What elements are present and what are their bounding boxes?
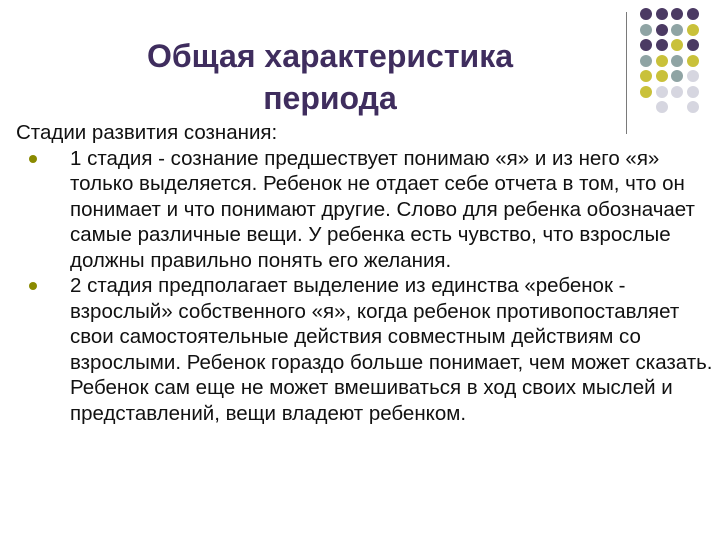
decorative-dot bbox=[656, 55, 668, 67]
bullet-item bbox=[16, 273, 718, 426]
decorative-dot bbox=[687, 86, 699, 98]
slide-body bbox=[16, 120, 718, 426]
slide-title-line-2: периода bbox=[263, 80, 397, 117]
decorative-dot bbox=[656, 70, 668, 82]
decorative-dot bbox=[687, 8, 699, 20]
decorative-dot bbox=[687, 24, 699, 36]
decorative-dot bbox=[656, 24, 668, 36]
decorative-dot bbox=[640, 55, 652, 67]
decorative-dot bbox=[671, 24, 683, 36]
decorative-dot bbox=[687, 39, 699, 51]
decorative-dot bbox=[640, 70, 652, 82]
slide-title bbox=[70, 35, 590, 119]
decorative-dot bbox=[671, 86, 683, 98]
decorative-dot bbox=[671, 8, 683, 20]
decorative-dot bbox=[687, 55, 699, 67]
bullet-text: 2 стадия предполагает выделение из единства «ребенок - взрослый» собственного «я», когда ребенок противопоставляет свои самостоятельные действия совместным действиям со взрослыми. Ребенок гораздо больше понимает, чем может сказать. Ребенок сам еще не может вмешиваться в ход своих мыслей и представлений, вещи владеют ребенком. bbox=[70, 274, 713, 425]
vertical-divider bbox=[626, 12, 627, 134]
decorative-dot bbox=[687, 70, 699, 82]
bullet-text: 1 стадия - сознание предшествует понимаю «я» и из него «я» только выделяется. Ребенок не отдает себе отчета в том, что он понимает и что понимают другие. Слово для ребенка обозначает самые различные вещи. У ребенка есть чувство, что взрослые должны правильно понять его желания. bbox=[70, 146, 695, 272]
decorative-dot bbox=[640, 24, 652, 36]
decorative-dot-grid bbox=[640, 8, 716, 108]
decorative-dot bbox=[671, 39, 683, 51]
intro-text: Стадии развития сознания: bbox=[16, 121, 278, 144]
decorative-dot bbox=[640, 8, 652, 20]
decorative-dot bbox=[687, 101, 699, 113]
bullet-dot-icon bbox=[29, 282, 37, 290]
slide-title-line-1: Общая характеристика bbox=[147, 38, 513, 75]
decorative-dot bbox=[671, 70, 683, 82]
bullet-list bbox=[16, 146, 718, 427]
bullet-item bbox=[16, 146, 718, 274]
bullet-dot-icon bbox=[29, 155, 37, 163]
decorative-dot bbox=[656, 86, 668, 98]
decorative-dot bbox=[656, 8, 668, 20]
decorative-dot bbox=[656, 101, 668, 113]
decorative-dot bbox=[656, 39, 668, 51]
decorative-dot bbox=[640, 86, 652, 98]
decorative-dot bbox=[640, 39, 652, 51]
decorative-dot bbox=[671, 55, 683, 67]
